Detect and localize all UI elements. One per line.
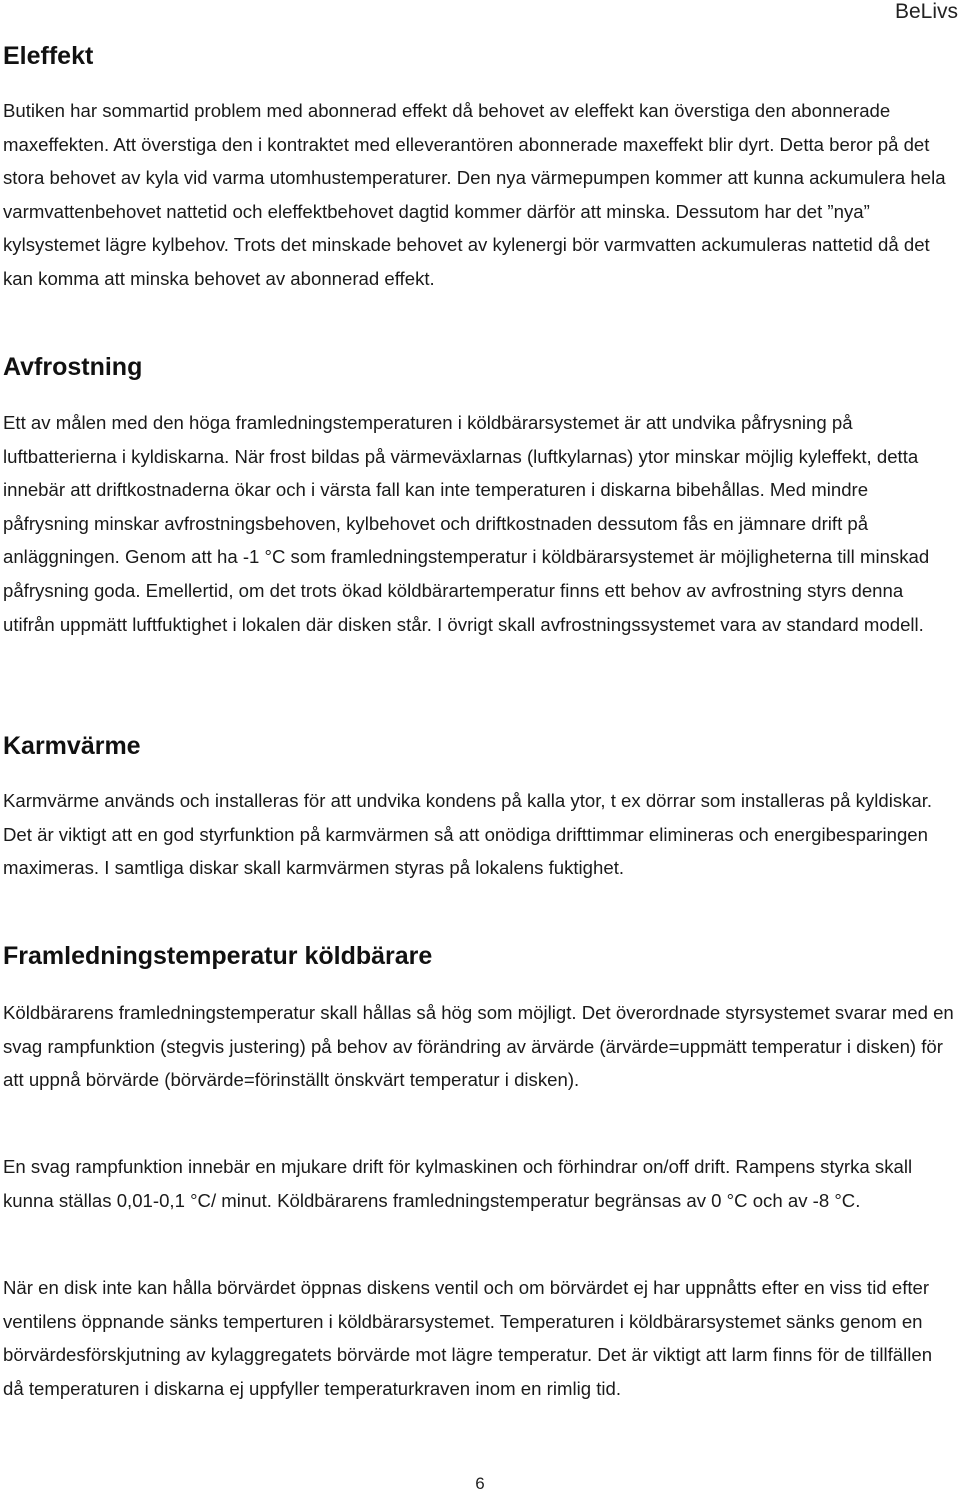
heading-avfrostning: Avfrostning bbox=[3, 353, 143, 381]
heading-framledningstemperatur: Framledningstemperatur köldbärare bbox=[3, 942, 433, 970]
heading-eleffekt: Eleffekt bbox=[3, 42, 94, 70]
heading-karmvarme: Karmvärme bbox=[3, 732, 141, 760]
page-number: 6 bbox=[475, 1474, 485, 1493]
paragraph-avfrostning: Ett av målen med den höga framledningstemperaturen i köldbärarsystemet är att undvika påfrysning på luftbatterierna i kyldiskarna. När frost bildas på värmeväxlarnas (luftkylarnas) ytor minskar möjlig kyleffekt, detta innebär att driftkostnaderna ökar och i värsta fall kan inte temperaturen i diskarna bibehållas. Med mindre påfrysning minskar avfrostningsbehoven, kylbehovet och driftkostnaden dessutom fås en jämnare drift på anläggningen. Genom att ha -1 °C som framledningstemperatur i köldbärarsystemet är möjligheterna till minskad påfrysning goda. Emellertid, om det trots ökad köldbärartemperatur finns ett behov av avfrostning styrs denna utifrån uppmätt luftfuktighet i lokalen där disken står. I övrigt skall avfrostningssystemet vara av standard modell. bbox=[3, 412, 930, 635]
paragraph-framledning-1: Köldbärarens framledningstemperatur skall hållas så hög som möjligt. Det överordnade styrsystemet svarar med en svag rampfunktion (stegvis justering) på behov av förändring av ärvärde (ärvärde=uppmätt temperatur i disken) för att uppnå börvärde (börvärde=förinställt önskvärt temperatur i disken). bbox=[3, 1002, 954, 1091]
paragraph-framledning-3: När en disk inte kan hålla börvärdet öppnas diskens ventil och om börvärdet ej har uppnåtts efter en viss tid efter ventilens öppnande sänks temperturen i köldbärarsystemet. Temperaturen i köldbärarsystemet sänks genom en börvärdesförskjutning av kylaggregatets börvärde mot lägre temperatur. Det är viktigt att larm finns för de tillfällen då temperaturen i diskarna ej uppfyller temperaturkraven inom en rimlig tid. bbox=[3, 1277, 933, 1399]
paragraph-framledning-2: En svag rampfunktion innebär en mjukare drift för kylmaskinen och förhindrar on/off drift. Rampens styrka skall kunna ställas 0,01-0,1 °C/ minut. Köldbärarens framledningstemperatur begränsas av 0 °C och av -8 °C. bbox=[3, 1156, 913, 1211]
header-brand: BeLivs bbox=[894, 0, 958, 23]
paragraph-karmvarme: Karmvärme används och installeras för att undvika kondens på kalla ytor, t ex dörrar som installeras på kyldiskar. Det är viktigt att en god styrfunktion på karmvärmen så att onödiga drifttimmar elimineras och energibesparingen maximeras. I samtliga diskar skall karmvärmen styras på lokalens fuktighet. bbox=[3, 790, 933, 879]
paragraph-eleffekt: Butiken har sommartid problem med abonnerad effekt då behovet av eleffekt kan överstiga den abonnerade maxeffekten. Att överstiga den i kontraktet med elleverantören abonnerade maxeffekt blir dyrt. Detta beror på det stora behovet av kyla vid varma utomhustemperaturer. Den nya värmepumpen kommer att kunna ackumulera hela varmvattenbehovet nattetid och eleffektbehovet dagtid kommer därför att minska. Dessutom har det ”nya” kylsystemet lägre kylbehov. Trots det minskade behovet av kylenergi bör varmvatten ackumuleras nattetid då det kan komma att minska behovet av abonnerad effekt. bbox=[3, 100, 946, 289]
